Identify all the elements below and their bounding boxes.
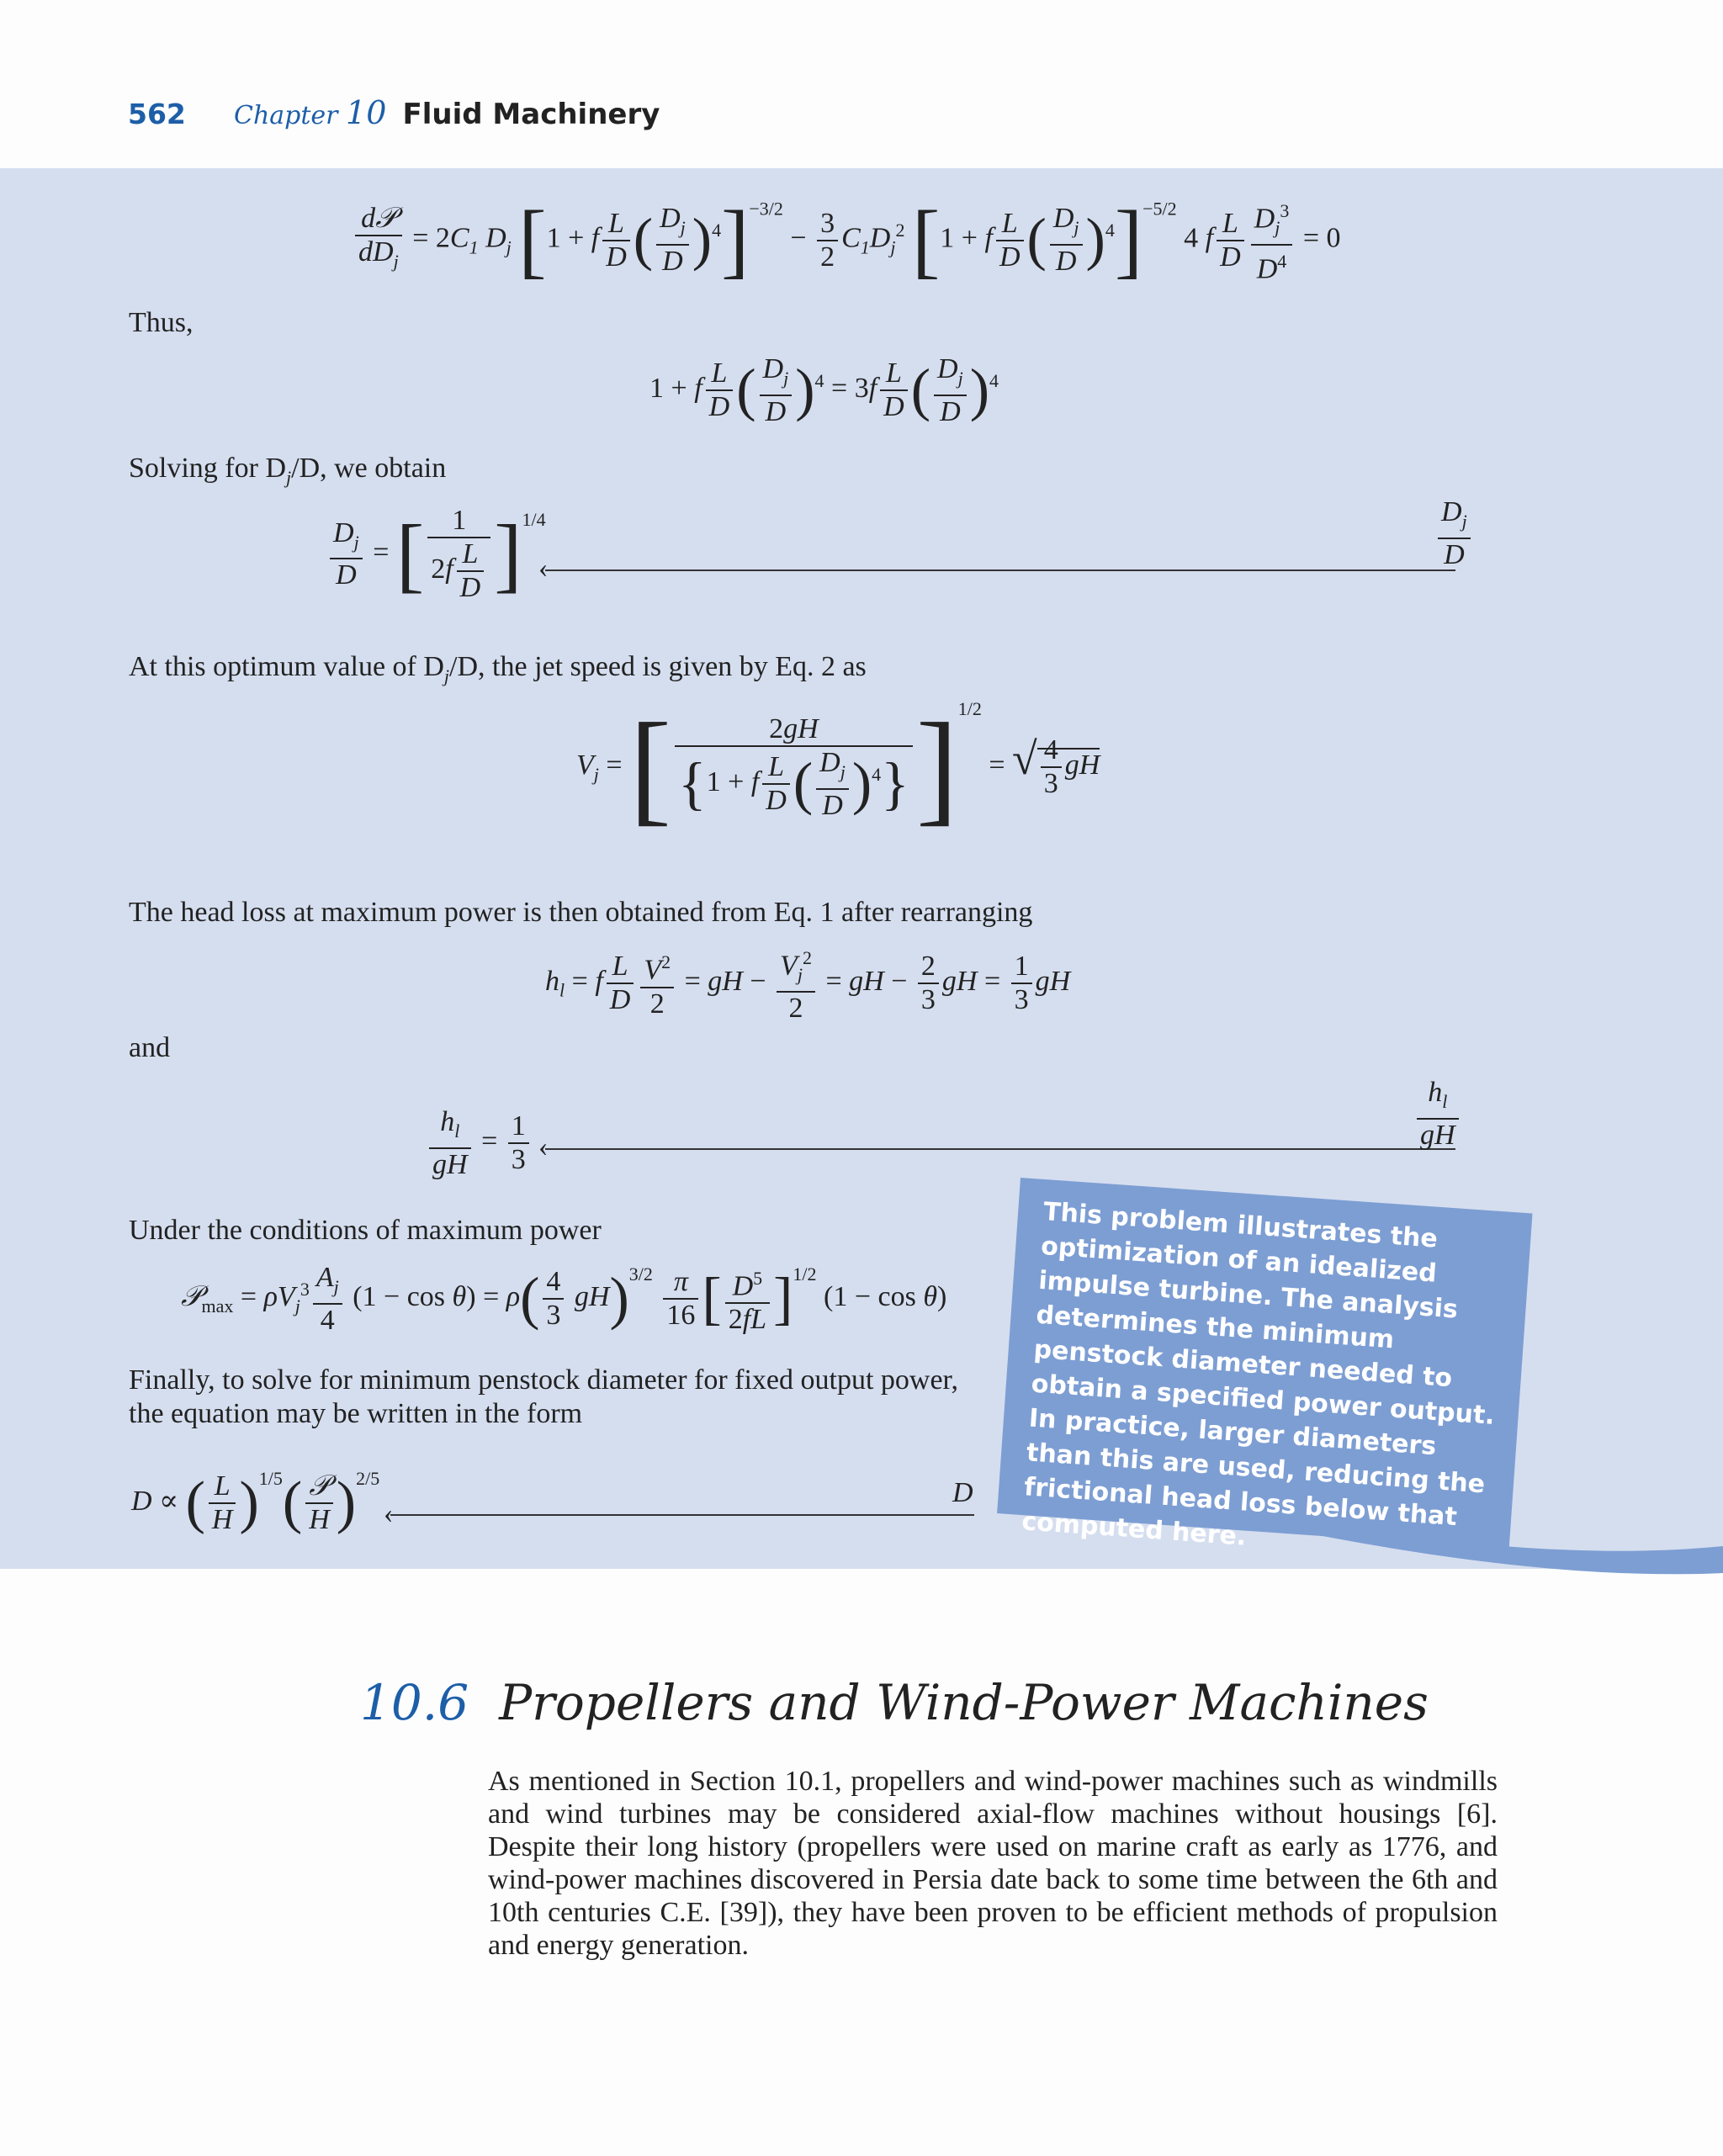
and-text: and (129, 1032, 171, 1063)
balance-equation: 1 + f $\frac{L}{D}$ ( $\frac{D_j}{D}$ )$^4$ = 3f $\frac{L}{D}$ ( $\frac{D_j}{D}$ )$^4$ (649, 353, 999, 427)
head-loss-equation: $h_l = f$ $\frac{L}{D}$ $\frac{V^2}{2}$ = gH − $\frac{V_j^2}{2}$ = gH − $\frac{2}{3}$ gH = $\frac{1}{3}$ gH (545, 942, 1070, 1025)
optimum-text: At this optimum value of $D_j/D$, the jet speed is given by Eq. 2 as (129, 651, 867, 686)
margin-callout (997, 1178, 1532, 1552)
page-number: 562 (128, 98, 186, 130)
derivative-equation: $\frac{\text{d𝒫}}{dD_j}$ = $2C_1$ $D_j$ [1 + f $\frac{L}{D}$ ( $\frac{D_j}{D}$ )$^4$]$^{-3/2}$ − $\frac{3}{2}$ $C_1D_j^2$ [1 + f $\frac{L}{D}$ ( $\frac{D_j}{D}$ )$^4$]$^{-5/2}$ 4 f $\frac{L}{D}$ $\frac{D_j^3}{D^4}$ = 0 (352, 195, 1341, 285)
section-title: Propellers and Wind-Power Machines (499, 1674, 1429, 1731)
result-arrow-line (545, 569, 1455, 571)
result-arrow-head: ‹ (538, 1131, 549, 1163)
solving-text: Solving for $D_j/D$, we obtain (129, 453, 447, 488)
jet-speed-equation: $V_j$ = [ 2gH {1 + f $\frac{L}{D}$ ( $\frac{D_j}{D}$ )$^4$} ]$^{1/2}$ = √ $\frac{4}{3}$ gH (576, 697, 1100, 838)
result-arrow-head: ‹ (538, 553, 549, 584)
section-heading (360, 1674, 1429, 1731)
callout-text: This problem illustrates the optimization of an idealized impulse turbine. The analysis determines the minimum penstock diameter needed to obtain a specified power output. In practice, larger diameters than this are used, reducing the frictional head loss below that computed here. (1021, 1197, 1496, 1552)
chapter-number: 10 (346, 94, 387, 131)
chapter-title: Fluid Machinery (402, 98, 660, 131)
finally-text: Finally, to solve for minimum penstock diameter for fixed output power, the equation may be written in the form (129, 1364, 959, 1429)
section-number: 10.6 (360, 1674, 469, 1731)
result-arrow-line (545, 1148, 1455, 1150)
result-arrow-head: ‹ (384, 1498, 394, 1529)
section-paragraph: As mentioned in Section 10.1, propellers and wind-power machines such as windmills and wind turbines may be considered axial-flow machines without housings [6]. Despite their long history (propellers were used on marine craft as early as 1776, and wind-power machines discovered in Persia date back to some time between the 6th and 10th centuries C.E. [39]), they have been proven to be efficient methods of propulsion and energy generation. (488, 1766, 1498, 1961)
running-header (128, 94, 660, 131)
conditions-text: Under the conditions of maximum power (129, 1215, 602, 1246)
penstock-diameter-proportionality: D ∝ ( $\frac{L}{H}$ )$^{1/5}$( $\frac{\text{𝒫}}{H}$ )$^{2/5}$ (131, 1468, 380, 1536)
result-label-dj-over-d: $\frac{D_j}{D}$ (1434, 496, 1474, 571)
result-label-hl-over-gh: $\frac{h_l}{gH}$ (1413, 1077, 1462, 1152)
head-ratio-equation: $\frac{h_l}{gH}$ = $\frac{1}{3}$ (426, 1106, 533, 1181)
dj-over-d-equation: $\frac{D_j}{D}$ = [ 1 2f $\frac{L}{D}$ ]$^{1/4}$ (326, 505, 546, 604)
headloss-text: The head loss at maximum power is then obtained from Eq. 1 after rearranging (129, 897, 1033, 928)
chapter-label: Chapter 10 (233, 94, 387, 131)
result-arrow-line (390, 1514, 974, 1516)
thus-text: Thus, (129, 307, 194, 338)
result-label-d: D (952, 1477, 973, 1508)
max-power-equation: 𝒫$_{max}$ = $\rho V_j^3$ $\frac{A_j}{4}$ (1 − cos θ) = ρ( $\frac{4}{3}$ gH)$^{3/2}$ $\frac{\pi}{16}$ [ $\frac{D^5}{2fL}$ ]$^{1/2}$ (1 − cos θ) (181, 1262, 947, 1336)
